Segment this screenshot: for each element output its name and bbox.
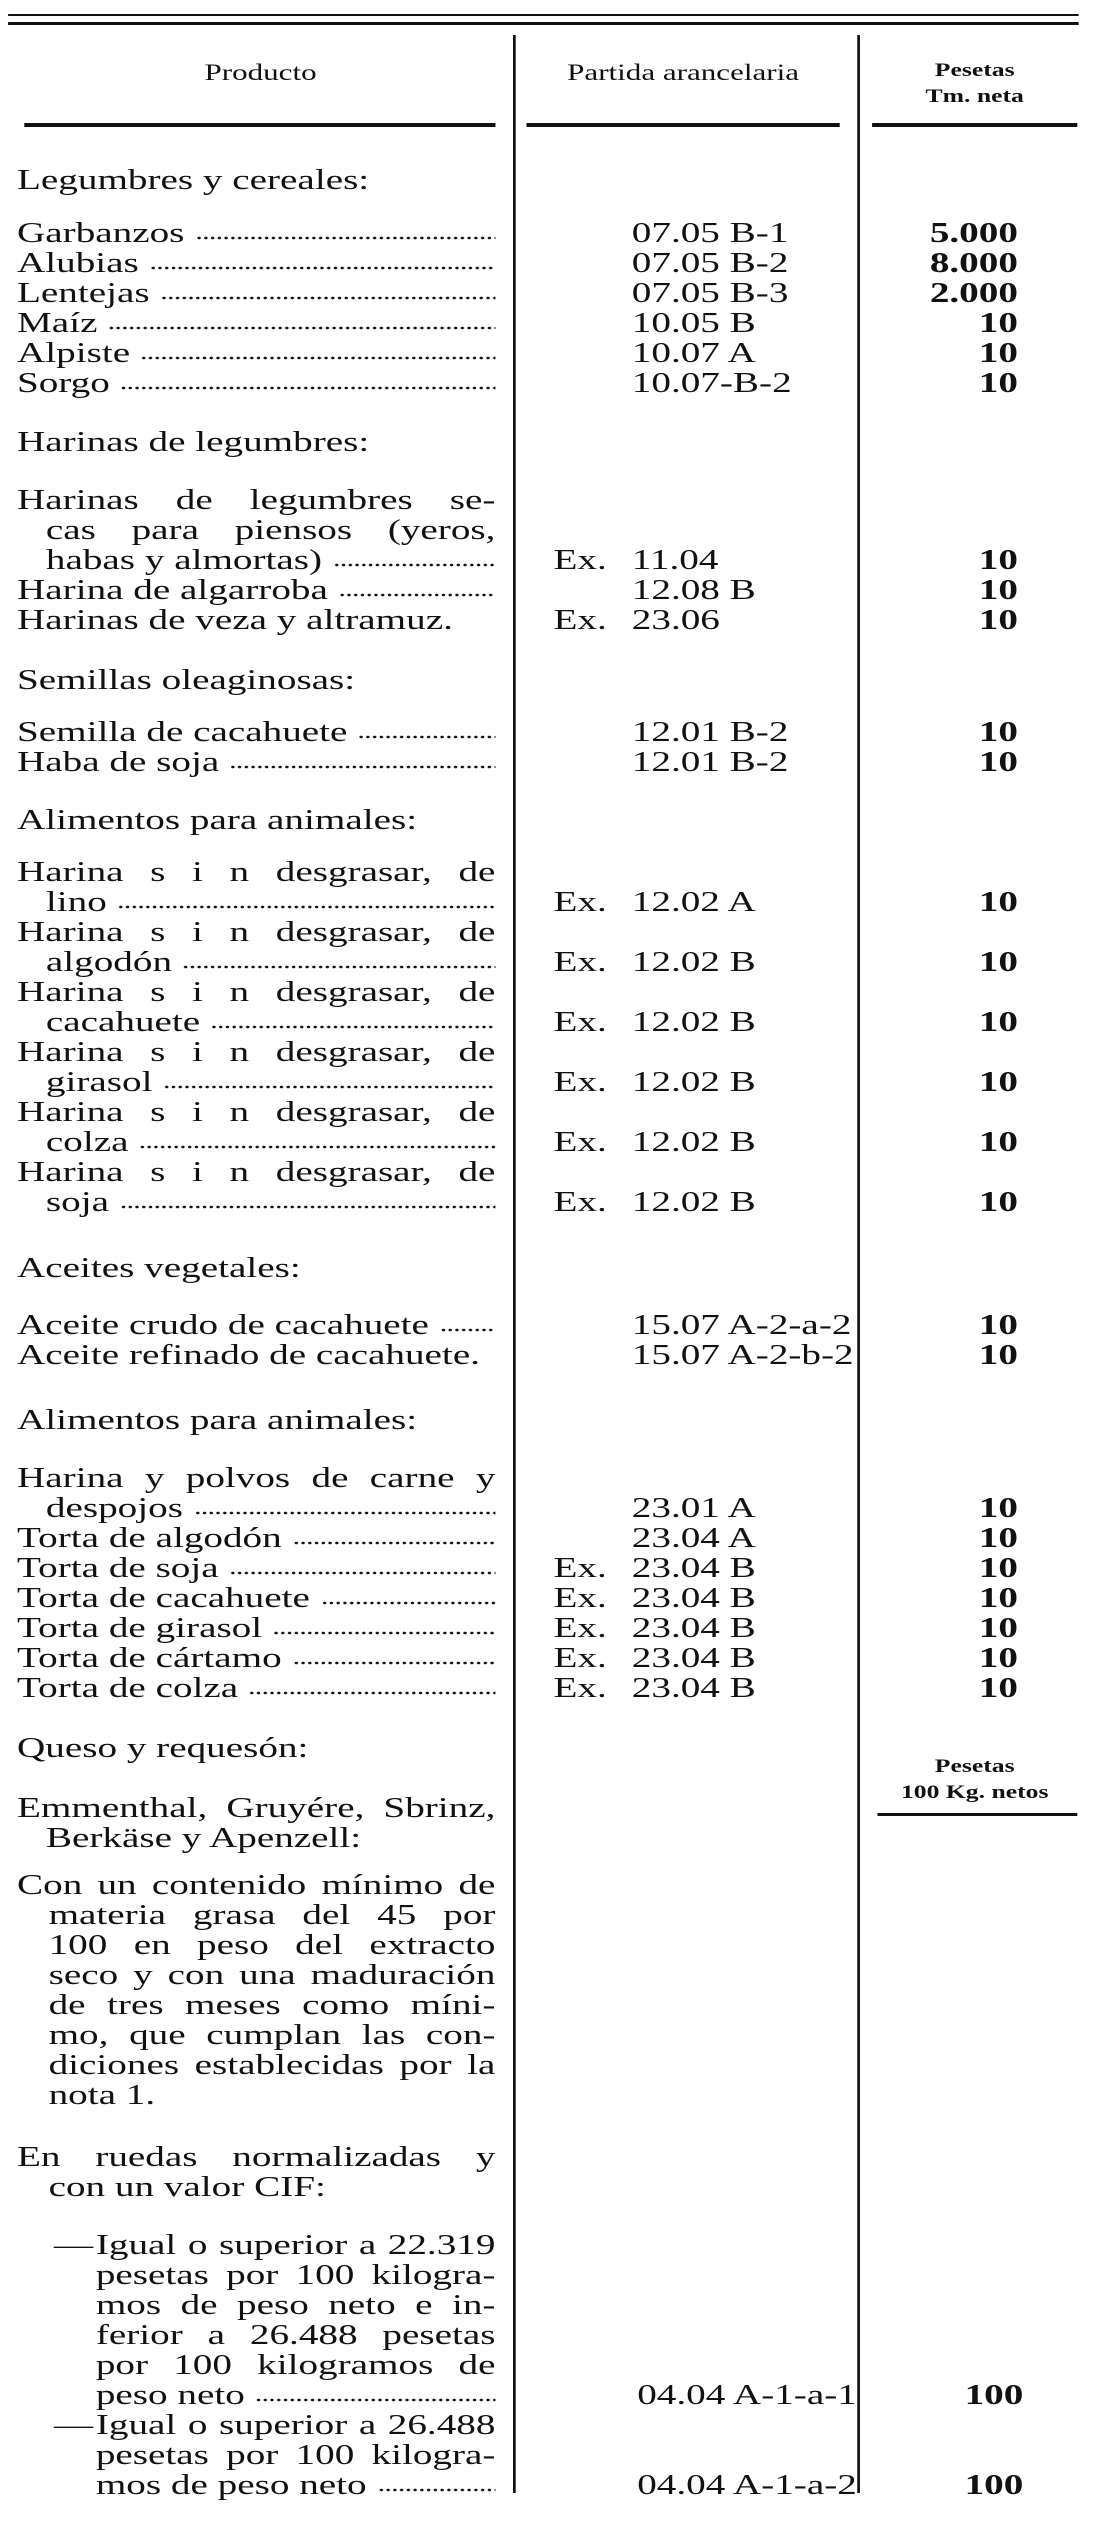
cheese-condition-line: 100 en peso del extracto: [48, 1929, 496, 1961]
tariff-code: 04.04 A-1-a-1: [637, 2379, 857, 2411]
tariff-code: 07.05 B-2: [631, 247, 789, 279]
dot-leader: [333, 562, 496, 568]
duty-value: 10: [978, 746, 1018, 778]
duty-value: 10: [978, 1582, 1018, 1614]
header-unit-line2: Tm. neta: [925, 86, 1024, 107]
duty-value: 10: [978, 544, 1018, 576]
tariff-code: 12.02 B: [631, 1126, 756, 1158]
header-underline: [527, 123, 840, 127]
tariff-code: 07.05 B-1: [631, 217, 789, 249]
product-name-line: [17, 747, 495, 777]
line-text: Aceite crudo de cacahuete: [17, 1309, 429, 1341]
line-text: con un valor CIF:: [48, 2171, 326, 2203]
dash-bullet: —: [54, 2409, 94, 2441]
duty-value: 10: [978, 1522, 1018, 1554]
product-name-line: [17, 248, 495, 278]
product-name-line: [17, 368, 495, 398]
duty-value: 5.000: [929, 217, 1018, 249]
line-text: Haba de soja: [17, 746, 220, 778]
ex-marker: Ex.: [553, 1066, 607, 1098]
ex-marker: Ex.: [553, 886, 607, 918]
section-title: Queso y requesón:: [17, 1732, 309, 1764]
header-unit-line1: Pesetas: [934, 60, 1015, 81]
dot-leader: [358, 734, 495, 740]
section-title: Aceites vegetales:: [17, 1252, 301, 1284]
tariff-code: 23.04 B: [631, 1552, 756, 1584]
tariff-code: 11.04: [631, 544, 719, 576]
product-name-line: Harina s i n desgrasar, de: [17, 1096, 496, 1128]
duty-value: 8.000: [929, 247, 1018, 279]
dot-leader: [118, 904, 496, 910]
section-title: Harinas de legumbres:: [17, 426, 370, 458]
duty-value: 10: [978, 1126, 1018, 1158]
product-name-line: [17, 1310, 495, 1340]
cheese-item-line: pesetas por 100 kilogra-: [95, 2259, 496, 2291]
product-name-line: [17, 1583, 495, 1613]
line-text: girasol: [45, 1066, 153, 1098]
tariff-code: 07.05 B-3: [631, 277, 789, 309]
dot-leader: [230, 764, 495, 770]
section-title: Semillas oleaginosas:: [17, 664, 356, 696]
ex-marker: Ex.: [553, 1006, 607, 1038]
duty-value: 10: [978, 1612, 1018, 1644]
line-text: nota 1.: [48, 2079, 156, 2111]
duty-value: 10: [978, 1309, 1018, 1341]
duty-value: 10: [978, 1066, 1018, 1098]
cheese-condition-line: de tres meses como míni-: [48, 1989, 496, 2021]
ex-marker: Ex.: [553, 1672, 607, 1704]
product-name-line: Harina s i n desgrasar, de: [17, 856, 496, 888]
dot-leader: [150, 265, 496, 271]
dot-leader: [163, 1084, 495, 1090]
product-name-line: cas para piensos (yeros,: [45, 514, 496, 546]
product-name-line: [46, 1127, 496, 1157]
tariff-code: 23.01 A: [631, 1492, 756, 1524]
cheese-item-line: [96, 2470, 496, 2500]
product-name-line: [17, 717, 495, 747]
cheese-unit-line1: Pesetas: [934, 1756, 1015, 1777]
line-text: Lentejas: [17, 277, 150, 309]
line-text: soja: [45, 1186, 109, 1218]
dot-leader: [256, 2397, 496, 2403]
product-name-line: [46, 1493, 496, 1523]
duty-value: 10: [978, 604, 1018, 636]
cheese-item-line: mos de peso neto e in-: [95, 2289, 496, 2321]
duty-value: 10: [978, 367, 1018, 399]
column-divider: [857, 35, 860, 2493]
product-name-line: [46, 545, 496, 575]
tariff-code: 23.04 B: [631, 1672, 756, 1704]
dot-leader: [183, 964, 496, 970]
dot-leader: [321, 1600, 496, 1606]
dot-leader: [108, 325, 495, 331]
product-name-line: [17, 278, 495, 308]
duty-value: 10: [978, 1006, 1018, 1038]
dot-leader: [440, 1327, 496, 1333]
duty-value: 100: [964, 2379, 1024, 2411]
product-name-line: [17, 1523, 495, 1553]
cheese-varieties-line: [46, 1823, 496, 1853]
product-name-line: [17, 575, 495, 605]
cheese-item-line: Igual o superior a 22.319: [95, 2229, 496, 2261]
product-name-line: Harina s i n desgrasar, de: [17, 976, 496, 1008]
ex-marker: Ex.: [553, 1582, 607, 1614]
cheese-item-line: ferior a 26.488 pesetas: [95, 2319, 496, 2351]
product-name-line: Harina s i n desgrasar, de: [17, 916, 496, 948]
line-text: Alpiste: [17, 337, 131, 369]
duty-value: 10: [978, 574, 1018, 606]
cheese-condition-line: seco y con una maduración: [48, 1959, 496, 1991]
line-text: Sorgo: [17, 367, 110, 399]
section-title: Legumbres y cereales:: [17, 164, 370, 196]
line-text: Garbanzos: [17, 217, 185, 249]
dot-leader: [120, 1204, 496, 1210]
line-text: Alubias: [17, 247, 139, 279]
duty-value: 10: [978, 1339, 1018, 1371]
duty-value: 100: [964, 2469, 1024, 2501]
header-underline: [872, 123, 1077, 127]
product-name-line: [17, 338, 495, 368]
product-name-line: [17, 1643, 495, 1673]
ex-marker: Ex.: [553, 604, 607, 636]
tariff-code: 23.04 B: [631, 1642, 756, 1674]
ex-marker: Ex.: [553, 1186, 607, 1218]
cif-intro-line: [49, 2172, 496, 2202]
header-product: Producto: [204, 60, 317, 85]
duty-value: 2.000: [929, 277, 1018, 309]
line-text: Torta de cártamo: [17, 1642, 282, 1674]
dot-leader: [273, 1630, 495, 1636]
tariff-code: 10.05 B: [631, 307, 756, 339]
product-name-line: [17, 1673, 495, 1703]
line-text: Torta de colza: [17, 1672, 239, 1704]
cheese-condition-line: mo, que cumplan las con-: [48, 2019, 496, 2051]
cif-intro-line: En ruedas normalizadas y: [17, 2141, 496, 2173]
line-text: Torta de soja: [17, 1552, 219, 1584]
dot-leader: [229, 1570, 495, 1576]
dash-bullet: —: [54, 2229, 94, 2261]
cheese-condition-line: Con un contenido mínimo de: [17, 1869, 496, 1901]
dot-leader: [160, 295, 495, 301]
product-name-line: [17, 605, 495, 635]
cheese-item-line: por 100 kilogramos de: [95, 2349, 496, 2381]
header-tariff-heading: Partida arancelaria: [567, 60, 800, 85]
line-text: Torta de algodón: [17, 1522, 282, 1554]
section-title: Alimentos para animales:: [17, 1404, 418, 1436]
dot-leader: [211, 1024, 495, 1030]
dot-leader: [292, 1660, 495, 1666]
line-text: lino: [45, 886, 107, 918]
dot-leader: [377, 2487, 495, 2493]
dot-leader: [194, 1510, 496, 1516]
tariff-code: 04.04 A-1-a-2: [637, 2469, 857, 2501]
product-name-line: Harina s i n desgrasar, de: [17, 1156, 496, 1188]
tariff-code: 12.02 B: [631, 946, 756, 978]
product-name-line: [46, 947, 496, 977]
tariff-code: 12.01 B-2: [631, 716, 789, 748]
product-name-line: [17, 1613, 495, 1643]
top-rule-double: [8, 22, 1079, 25]
duty-value: 10: [978, 1492, 1018, 1524]
ex-marker: Ex.: [553, 946, 607, 978]
product-name-line: [17, 1553, 495, 1583]
line-text: habas y almortas): [45, 544, 323, 576]
line-text: despojos: [45, 1492, 183, 1524]
product-name-line: Harina s i n desgrasar, de: [17, 1036, 496, 1068]
tariff-code: 12.02 B: [631, 1186, 756, 1218]
duty-value: 10: [978, 1672, 1018, 1704]
cheese-item-line: pesetas por 100 kilogra-: [95, 2439, 496, 2471]
duty-value: 10: [978, 1642, 1018, 1674]
dot-leader: [121, 385, 496, 391]
tariff-code: 12.01 B-2: [631, 746, 789, 778]
dot-leader: [141, 355, 496, 361]
column-divider: [513, 35, 516, 2493]
section-title: Alimentos para animales:: [17, 804, 418, 836]
tariff-code: 10.07-B-2: [631, 367, 792, 399]
tariff-code: 12.02 A: [631, 886, 756, 918]
tariff-code: 23.04 B: [631, 1582, 756, 1614]
line-text: Semilla de cacahuete: [17, 716, 348, 748]
line-text: Aceite refinado de cacahuete.: [17, 1339, 480, 1371]
dot-leader: [139, 1144, 495, 1150]
tariff-code: 10.07 A: [631, 337, 756, 369]
tariff-code: 12.02 B: [631, 1006, 756, 1038]
product-name-line: [46, 1007, 496, 1037]
tariff-code: 23.04 A: [631, 1522, 756, 1554]
tariff-code: 15.07 A-2-a-2: [631, 1309, 852, 1341]
ex-marker: Ex.: [553, 544, 607, 576]
duty-value: 10: [978, 307, 1018, 339]
duty-value: 10: [978, 337, 1018, 369]
header-underline: [24, 123, 495, 127]
line-text: Torta de cacahuete: [17, 1582, 310, 1614]
dot-leader: [249, 1690, 495, 1696]
dot-leader: [195, 235, 495, 241]
product-name-line: [46, 1067, 496, 1097]
ex-marker: Ex.: [553, 1642, 607, 1674]
line-text: Maíz: [17, 307, 98, 339]
product-name-line: Harina y polvos de carne y: [17, 1462, 496, 1494]
tariff-code: 23.04 B: [631, 1612, 756, 1644]
cheese-unit-underline: [878, 1813, 1078, 1816]
duty-value: 10: [978, 886, 1018, 918]
cheese-unit-line2: 100 Kg. netos: [900, 1782, 1049, 1803]
product-name-line: [17, 308, 495, 338]
line-text: Torta de girasol: [17, 1612, 263, 1644]
dot-leader: [339, 592, 496, 598]
ex-marker: Ex.: [553, 1552, 607, 1584]
line-text: Harina de algarroba: [17, 574, 328, 606]
product-name-line: Harinas de legumbres se-: [17, 484, 496, 516]
cheese-varieties-line: Emmenthal, Gruyére, Sbrinz,: [17, 1792, 496, 1824]
product-name-line: [17, 218, 495, 248]
top-rule: [8, 14, 1079, 16]
duty-value: 10: [978, 946, 1018, 978]
tariff-code: 12.08 B: [631, 574, 756, 606]
cheese-item-line: Igual o superior a 26.488: [95, 2409, 496, 2441]
ex-marker: Ex.: [553, 1612, 607, 1644]
tariff-code: 12.02 B: [631, 1066, 756, 1098]
duty-value: 10: [978, 1186, 1018, 1218]
product-name-line: [46, 1187, 496, 1217]
duty-value: 10: [978, 716, 1018, 748]
product-name-line: [46, 887, 496, 917]
tariff-code: 15.07 A-2-b-2: [631, 1339, 854, 1371]
ex-marker: Ex.: [553, 1126, 607, 1158]
cheese-condition-line: diciones establecidas por la: [48, 2049, 496, 2081]
line-text: colza: [45, 1126, 129, 1158]
tariff-code: 23.06: [631, 604, 720, 636]
cheese-condition-line: materia grasa del 45 por: [48, 1899, 496, 1931]
duty-value: 10: [978, 1552, 1018, 1584]
line-text: Harinas de veza y altramuz.: [17, 604, 453, 636]
cheese-item-line: [96, 2380, 496, 2410]
line-text: peso neto: [95, 2379, 245, 2411]
line-text: algodón: [45, 946, 173, 978]
line-text: cacahuete: [45, 1006, 201, 1038]
line-text: Berkäse y Apenzell:: [45, 1822, 362, 1854]
dot-leader: [293, 1540, 496, 1546]
product-name-line: [17, 1340, 495, 1370]
cheese-condition-line: [49, 2080, 496, 2110]
line-text: mos de peso neto: [95, 2469, 367, 2501]
